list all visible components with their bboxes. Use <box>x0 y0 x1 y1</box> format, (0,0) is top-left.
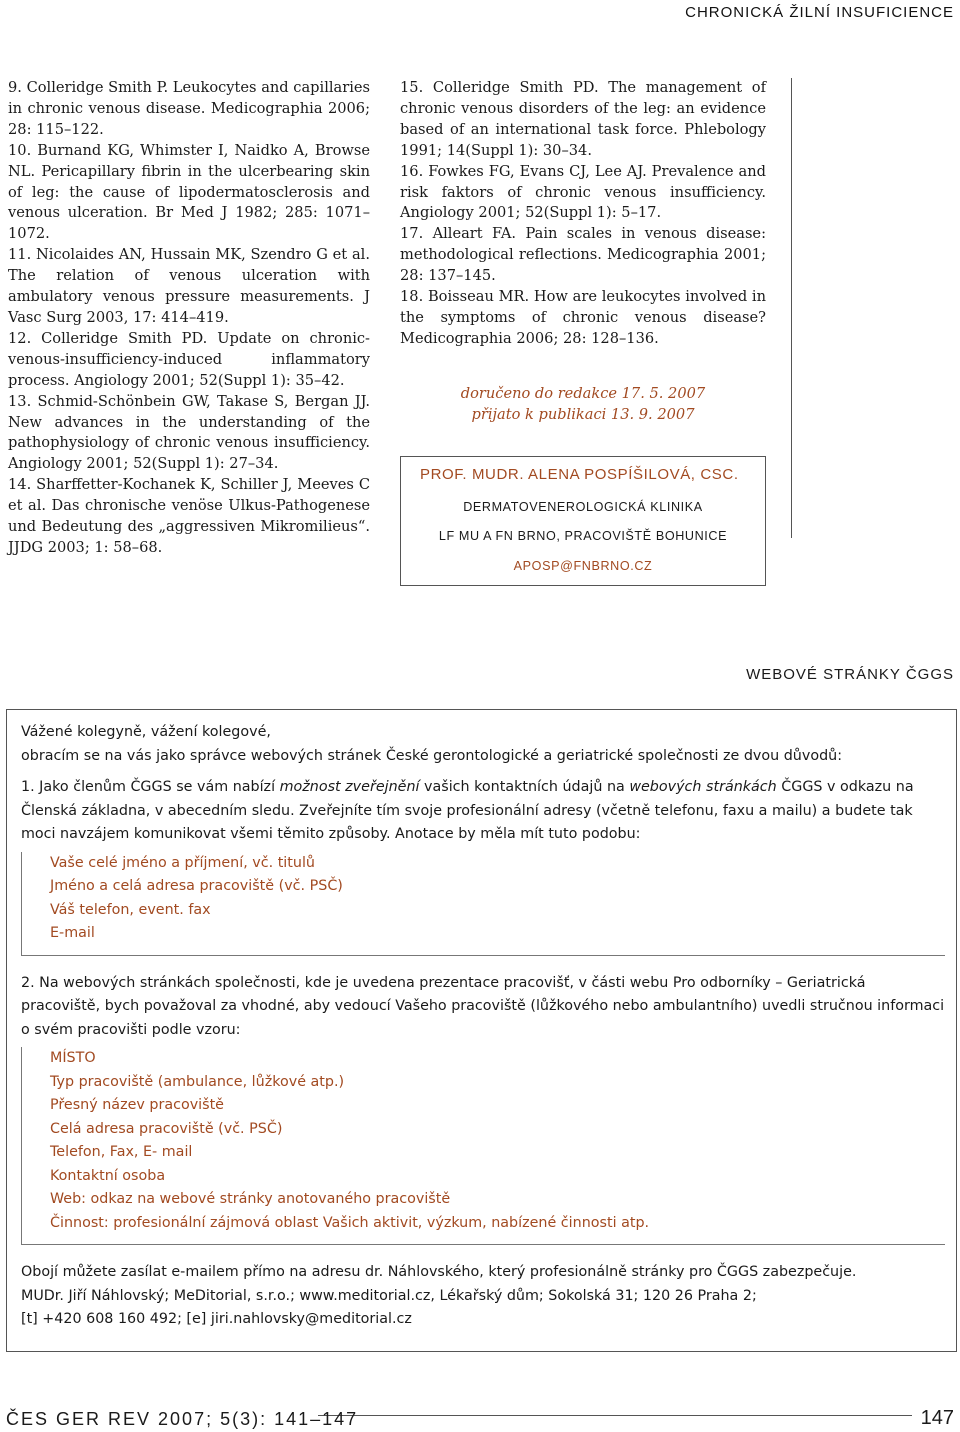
list-item: Typ pracoviště (ambulance, lůžkové atp.) <box>50 1073 345 1090</box>
footer-rule <box>318 1415 912 1416</box>
accepted-date: přijato k publikaci 13. 9. 2007 <box>471 405 695 423</box>
contact-phone-email: [t] +420 608 160 492; [e] jiri.nahlovsky@meditorial.cz <box>21 1311 412 1327</box>
running-head: CHRONICKÁ ŽILNÍ INSUFICIENCE <box>685 4 954 21</box>
list-item: MÍSTO <box>50 1050 96 1066</box>
author-signature-box <box>400 456 766 586</box>
list-item: Kontaktní osoba <box>50 1167 166 1184</box>
column-divider <box>791 78 792 538</box>
point-one-emphasis-1: možnost zveřejnění <box>279 779 420 795</box>
reference-item: 13. Schmid-Schönbein GW, Takase S, Bergan JJ. New advances in the understanding of the pathophysiology of chronic venous insufficiency. Angiology 2001; 52(Suppl 1): 27–34. <box>8 392 370 473</box>
intro-text: obracím se na vás jako správce webových stránek České gerontologické a geriatrické společnosti ze dvou důvodů: <box>21 747 843 764</box>
list-item: Web: odkaz na webové stránky anotovaného pracoviště <box>50 1191 451 1207</box>
references-right-column <box>400 78 766 586</box>
announcement-box <box>6 709 957 1352</box>
page-number: 147 <box>920 1407 954 1429</box>
point-one <box>21 776 945 847</box>
article-dates <box>400 384 766 426</box>
closing-text: Obojí můžete zasílat e-mailem přímo na adresu dr. Náhlovského, který profesionálně stránky pro ČGGS zabezpečuje. <box>21 1264 857 1280</box>
author-email-link[interactable]: APOSP@FNBRNO.CZ <box>513 559 653 574</box>
contact-template-list <box>21 852 945 956</box>
author-institution: LF MU A FN BRNO, PRACOVIŠTĚ BOHUNICE <box>438 529 728 544</box>
reference-item: 16. Fowkes FG, Evans CJ, Lee AJ. Prevalence and risk faktors of chronic venous insufficiency. Angiology 2001; 52(Suppl 1): 5–17. <box>400 162 766 222</box>
list-item: Jméno a celá adresa pracoviště (vč. PSČ) <box>50 878 343 894</box>
list-item: Váš telefon, event. fax <box>50 901 211 918</box>
reference-item: 15. Colleridge Smith PD. The management of chronic venous disorders of the leg: an evidence based of an international task force. Phlebology 1991; 14(Suppl 1): 30–34. <box>400 79 766 159</box>
reference-item: 18. Boisseau MR. How are leukocytes involved in the symptoms of chronic venous disease? Medicographia 2006; 28: 128–136. <box>400 288 766 347</box>
references-left-column <box>8 78 370 559</box>
author-department: DERMATOVENEROLOGICKÁ KLINIKA <box>463 499 703 514</box>
author-name: PROF. MUDR. ALENA POSPÍŠILOVÁ, CSC. <box>420 465 739 483</box>
reference-item: 11. Nicolaides AN, Hussain MK, Szendro G et al. The relation of venous ulceration with ambulatory venous pressure measurements. J Vasc Surg 2003, 17: 414–419. <box>8 246 370 326</box>
contact-address: MUDr. Jiří Náhlovský; MeDitorial, s.r.o.; www.meditorial.cz, Lékařský dům; Sokolská 31; 120 26 Praha 2; <box>21 1287 757 1304</box>
list-item: Přesný název pracoviště <box>50 1097 224 1113</box>
journal-citation: ČES GER REV 2007; 5(3): 141–147 <box>6 1409 359 1429</box>
point-one-emphasis-2: webových stránkách <box>629 779 777 795</box>
reference-item: 10. Burnand KG, Whimster I, Naidko A, Browse NL. Pericapillary fibrin in the ulcerbearing skin of leg: the cause of lipodermatosclerosis and venous ulceration. Br Med J 1982; 285: 1071–1072. <box>8 141 370 243</box>
list-item: Telefon, Fax, E- mail <box>50 1144 193 1160</box>
reference-item: 9. Colleridge Smith P. Leukocytes and capillaries in chronic venous disease. Medicographia 2006; 28: 115–122. <box>8 79 370 138</box>
reference-item: 17. Alleart FA. Pain scales in venous disease: methodological reflections. Medicographia 2001; 28: 137–145. <box>400 225 766 285</box>
reference-item: 14. Sharffetter-Kochanek K, Schiller J, Meeves C et al. Das chronische venöse Ulkus-Pathogenese und Bedeutung des „aggressiven Mikromilieus“. JJDG 2003; 1: 58–68. <box>8 476 370 556</box>
point-one-a: 1. Jako členům ČGGS se vám nabízí <box>21 779 280 795</box>
salutation: Vážené kolegyně, vážení kolegové, <box>21 724 271 740</box>
list-item: Celá adresa pracoviště (vč. PSČ) <box>50 1120 283 1137</box>
received-date: doručeno do redakce 17. 5. 2007 <box>460 384 706 402</box>
point-one-c: ČGGS v odkazu na Členská základna, v abecedním sledu. Zveřejníte tím svoje profesionální adresy (včetně telefonu, faxu a mailu) a budete tak moci navzájem komunikovat všemi těmito způsoby. Anotace by měla mít tuto podobu: <box>21 779 914 842</box>
point-two: 2. Na webových stránkách společnosti, kde je uvedena prezentace pracovišť, v části webu Pro odborníky – Geriatrická pracoviště, bych považoval za vhodné, aby vedoucí Vašeho pracoviště (lůžkového nebo ambulantního) uvedli stručnou informaci o svém pracovišti podle vzoru: <box>21 974 945 1038</box>
list-item: Vaše celé jméno a příjmení, vč. titulů <box>50 854 315 871</box>
box-heading: WEBOVÉ STRÁNKY ČGGS <box>746 666 954 683</box>
list-item: E-mail <box>50 925 95 941</box>
workplace-template-list <box>21 1047 945 1245</box>
point-one-b: vašich kontaktních údajů na <box>419 779 630 795</box>
reference-item: 12. Colleridge Smith PD. Update on chronic-venous-insufficiency-induced inflammatory process. Angiology 2001; 52(Suppl 1): 35–42. <box>8 329 370 389</box>
list-item: Činnost: profesionální zájmová oblast Vašich aktivit, výzkum, nabízené činnosti atp. <box>50 1214 650 1231</box>
